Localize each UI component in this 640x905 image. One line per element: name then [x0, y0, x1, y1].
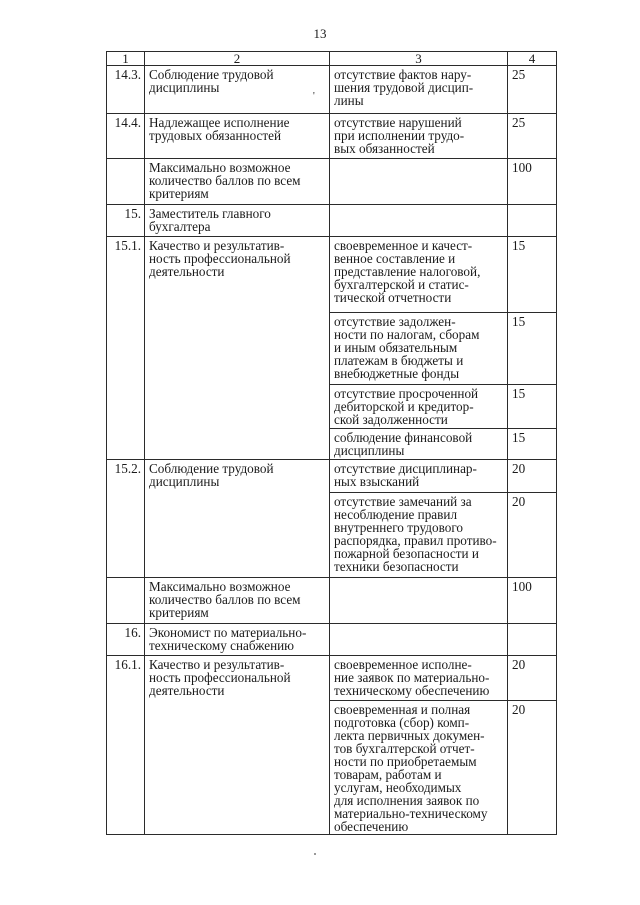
table-row	[107, 159, 557, 205]
position-name: Максимально возможное количество баллов по всем критериям	[145, 578, 330, 624]
criterion-text: отсутствие замечаний за несоблюдение правил внутреннего трудового распорядка, правил противо- пожарной безопасности и техники безопасности	[330, 493, 508, 578]
column-header-2: 2	[145, 52, 330, 66]
criterion-text: отсутствие дисциплинар- ных взысканий	[330, 460, 508, 493]
position-name: Соблюдение трудовой дисциплины	[145, 460, 330, 578]
criterion-text	[330, 624, 508, 656]
row-number: 15.	[107, 205, 145, 237]
criterion-text	[330, 578, 508, 624]
criteria-table	[106, 51, 557, 835]
row-number: 14.4.	[107, 114, 145, 159]
table-row	[107, 66, 557, 114]
score-value	[508, 624, 557, 656]
criterion-text: своевременное и качест- венное составление и представление налоговой, бухгалтерской и статис- тической отчетности	[330, 237, 508, 313]
score-value: 15	[508, 385, 557, 429]
score-value: 20	[508, 460, 557, 493]
criterion-text: отсутствие задолжен- ности по налогам, сборам и иным обязательным платежам в бюджеты и внебюджетные фонды	[330, 313, 508, 385]
row-number: 15.1.	[107, 237, 145, 460]
table-row	[107, 237, 557, 313]
position-name: Надлежащее исполнение трудовых обязанностей	[145, 114, 330, 159]
row-number	[107, 159, 145, 205]
column-header-3: 3	[330, 52, 508, 66]
row-number: 15.2.	[107, 460, 145, 578]
table-row	[107, 205, 557, 237]
row-number	[107, 578, 145, 624]
stray-mark: '	[313, 91, 315, 102]
criterion-text: отсутствие фактов нару- шения трудовой дисцип- лины	[330, 66, 508, 114]
table-header-row	[107, 52, 557, 66]
column-header-4: 4	[508, 52, 557, 66]
position-name: Максимально возможное количество баллов по всем критериям	[145, 159, 330, 205]
criterion-text: отсутствие просроченной дебиторской и кредитор- ской задолженности	[330, 385, 508, 429]
table-row	[107, 460, 557, 493]
table-row	[107, 624, 557, 656]
criterion-text	[330, 159, 508, 205]
criterion-text: отсутствие нарушений при исполнении трудо- вых обязанностей	[330, 114, 508, 159]
position-name: Заместитель главного бухгалтера	[145, 205, 330, 237]
criterion-text: соблюдение финансовой дисциплины	[330, 429, 508, 460]
score-value: 20	[508, 656, 557, 701]
score-value	[508, 205, 557, 237]
position-name: Соблюдение трудовой дисциплины	[145, 66, 330, 114]
row-number: 16.	[107, 624, 145, 656]
score-value: 15	[508, 237, 557, 313]
score-value: 20	[508, 493, 557, 578]
row-number: 14.3.	[107, 66, 145, 114]
score-value: 15	[508, 429, 557, 460]
position-name: Качество и результатив- ность профессиональной деятельности	[145, 656, 330, 835]
page-number: 13	[313, 26, 327, 41]
criterion-text	[330, 205, 508, 237]
score-value: 15	[508, 313, 557, 385]
position-name: Качество и результатив- ность профессиональной деятельности	[145, 237, 330, 460]
score-value: 100	[508, 578, 557, 624]
score-value: 100	[508, 159, 557, 205]
table-row	[107, 656, 557, 701]
position-name: Экономист по материально- техническому снабжению	[145, 624, 330, 656]
score-value: 25	[508, 66, 557, 114]
column-header-1: 1	[107, 52, 145, 66]
criterion-text: своевременное исполне- ние заявок по материально- техническому обеспечению	[330, 656, 508, 701]
stray-dot	[314, 853, 316, 855]
score-value: 25	[508, 114, 557, 159]
table-row	[107, 578, 557, 624]
criterion-text: своевременная и полная подготовка (сбор) комп- лекта первичных докумен- тов бухгалтерской отчет- ности по приобретаемым товарам, работам и услугам, необходимых для исполнения заявок по материально-техническому обеспечению	[330, 701, 508, 835]
table-row	[107, 114, 557, 159]
score-value: 20	[508, 701, 557, 835]
row-number: 16.1.	[107, 656, 145, 835]
